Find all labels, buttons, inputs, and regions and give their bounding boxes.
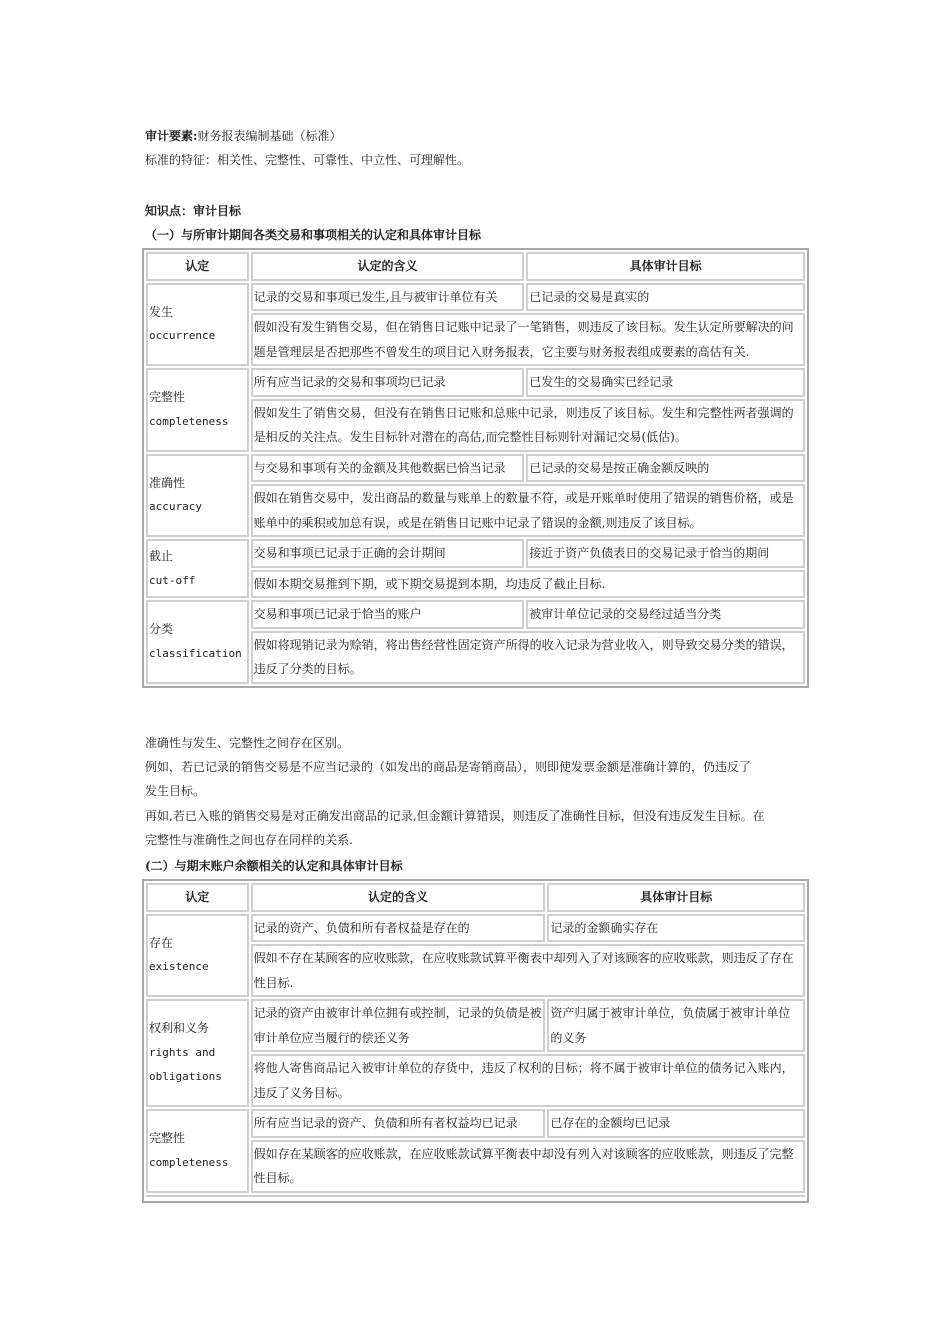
table-row — [146, 600, 805, 629]
assertion-meaning: 所有应当记录的交易和事项均已记录 — [251, 368, 525, 397]
paragraph: 例如，若已记录的销售交易是不应当记录的（如发出的商品是寄销商品），则即使发票金额是准确计算的，仍违反了 — [145, 760, 752, 774]
example-note: 假如本期交易推到下期，或下期交易提到本期，均违反了截止目标. — [251, 570, 805, 599]
section1-title: （一）与所审计期间各类交易和事项相关的认定和具体审计目标 — [145, 228, 482, 242]
assertion-label: 权利和义务 rights and obligations — [146, 999, 249, 1107]
table-end-divider — [146, 1195, 805, 1199]
table-row — [146, 999, 805, 1052]
standard-features: 标准的特征：相关性、完整性、可靠性、中立性、可理解性。 — [145, 153, 470, 167]
header-assertion: 认定 — [146, 883, 249, 912]
audit-goal: 资产归属于被审计单位，负债属于被审计单位的义务 — [547, 999, 805, 1052]
assertion-label: 分类 classification — [146, 600, 249, 684]
audit-goal: 接近于资产负债表日的交易记录于恰当的期间 — [526, 539, 805, 568]
assertion-meaning: 交易和事项已记录于正确的会计期间 — [251, 539, 525, 568]
assertion-label: 存在 existence — [146, 914, 249, 998]
paragraph: 完整性与准确性之间也存在同样的关系. — [145, 833, 353, 847]
header-meaning: 认定的含义 — [251, 883, 546, 912]
table-row — [146, 283, 805, 312]
header-meaning: 认定的含义 — [251, 252, 525, 281]
element-label: 审计要素: — [145, 129, 198, 143]
element-value: 财务报表编制基础（标准） — [197, 129, 342, 143]
assertion-table-transactions — [142, 248, 809, 688]
element-line — [145, 124, 341, 148]
example-note: 假如发生了销售交易，但没有在销售日记账和总账中记录，则违反了该目标。发生和完整性两者强调的是相反的关注点。发生目标针对潜在的高估,而完整性目标则针对漏记交易(低估)。 — [251, 399, 805, 452]
audit-goal: 已发生的交易确实已经记录 — [526, 368, 805, 397]
audit-goal: 被审计单位记录的交易经过适当分类 — [526, 600, 805, 629]
audit-goal: 已存在的金额均已记录 — [547, 1109, 805, 1138]
audit-goal: 记录的金额确实存在 — [547, 914, 805, 943]
audit-goal: 已记录的交易是按正确金额反映的 — [526, 454, 805, 483]
example-note: 假如没有发生销售交易，但在销售日记账中记录了一笔销售，则违反了该目标。发生认定所要解决的问题是管理层是否把那些不曾发生的项目记入财务报表，它主要与财务报表组成要素的高估有关. — [251, 313, 805, 366]
knowledge-point: 知识点：审计目标 — [145, 204, 242, 218]
assertion-table-balances — [142, 879, 809, 1203]
header-assertion: 认定 — [146, 252, 249, 281]
example-note: 假如将现销记录为赊销，将出售经营性固定资产所得的收入记录为营业收入，则导致交易分类的错误，违反了分类的目标。 — [251, 631, 805, 684]
example-note: 假如在销售交易中，发出商品的数量与账单上的数量不符，或是开账单时使用了错误的销售价格，或是账单中的乘积或加总有误，或是在销售日记账中记录了错误的金额,则违反了该目标。 — [251, 484, 805, 537]
assertion-meaning: 交易和事项已记录于恰当的账户 — [251, 600, 525, 629]
assertion-meaning: 所有应当记录的资产、负债和所有者权益均已记录 — [251, 1109, 546, 1138]
table-row — [146, 914, 805, 943]
assertion-meaning: 与交易和事项有关的金额及其他数据已恰当记录 — [251, 454, 525, 483]
assertion-label: 完整性 completeness — [146, 1109, 249, 1193]
table-row — [146, 1109, 805, 1138]
table-row — [146, 539, 805, 568]
example-note: 假如存在某顾客的应收账款，在应收账款试算平衡表中却没有列入对该顾客的应收账款，则违反了完整性目标。 — [251, 1140, 805, 1193]
assertion-label: 完整性 completeness — [146, 368, 249, 452]
assertion-label: 准确性 accuracy — [146, 454, 249, 538]
table-row — [146, 454, 805, 483]
assertion-label: 截止 cut-off — [146, 539, 249, 598]
header-goal: 具体审计目标 — [547, 883, 805, 912]
example-note: 将他人寄售商品记入被审计单位的存货中，违反了权利的目标；将不属于被审计单位的债务记入账内，违反了义务目标。 — [251, 1054, 805, 1107]
paragraph: 再如,若已入账的销售交易是对正确发出商品的记录,但金额计算错误，则违反了准确性目标，但没有违反发生目标。在 — [145, 809, 765, 823]
paragraph: 发生目标。 — [145, 784, 206, 798]
table-row — [146, 368, 805, 397]
header-goal: 具体审计目标 — [526, 252, 805, 281]
assertion-meaning: 记录的资产、负债和所有者权益是存在的 — [251, 914, 546, 943]
assertion-label: 发生 occurrence — [146, 283, 249, 367]
section2-title: (二）与期末账户余额相关的认定和具体审计目标 — [145, 859, 403, 873]
paragraph: 准确性与发生、完整性之间存在区别。 — [145, 736, 350, 750]
example-note: 假如不存在某顾客的应收账款，在应收账款试算平衡表中却列入了对该顾客的应收账款，则违反了存在性目标. — [251, 944, 805, 997]
audit-goal: 已记录的交易是真实的 — [526, 283, 805, 312]
assertion-meaning: 记录的资产由被审计单位拥有或控制，记录的负债是被审计单位应当履行的偿还义务 — [251, 999, 546, 1052]
assertion-meaning: 记录的交易和事项已发生,且与被审计单位有关 — [251, 283, 525, 312]
